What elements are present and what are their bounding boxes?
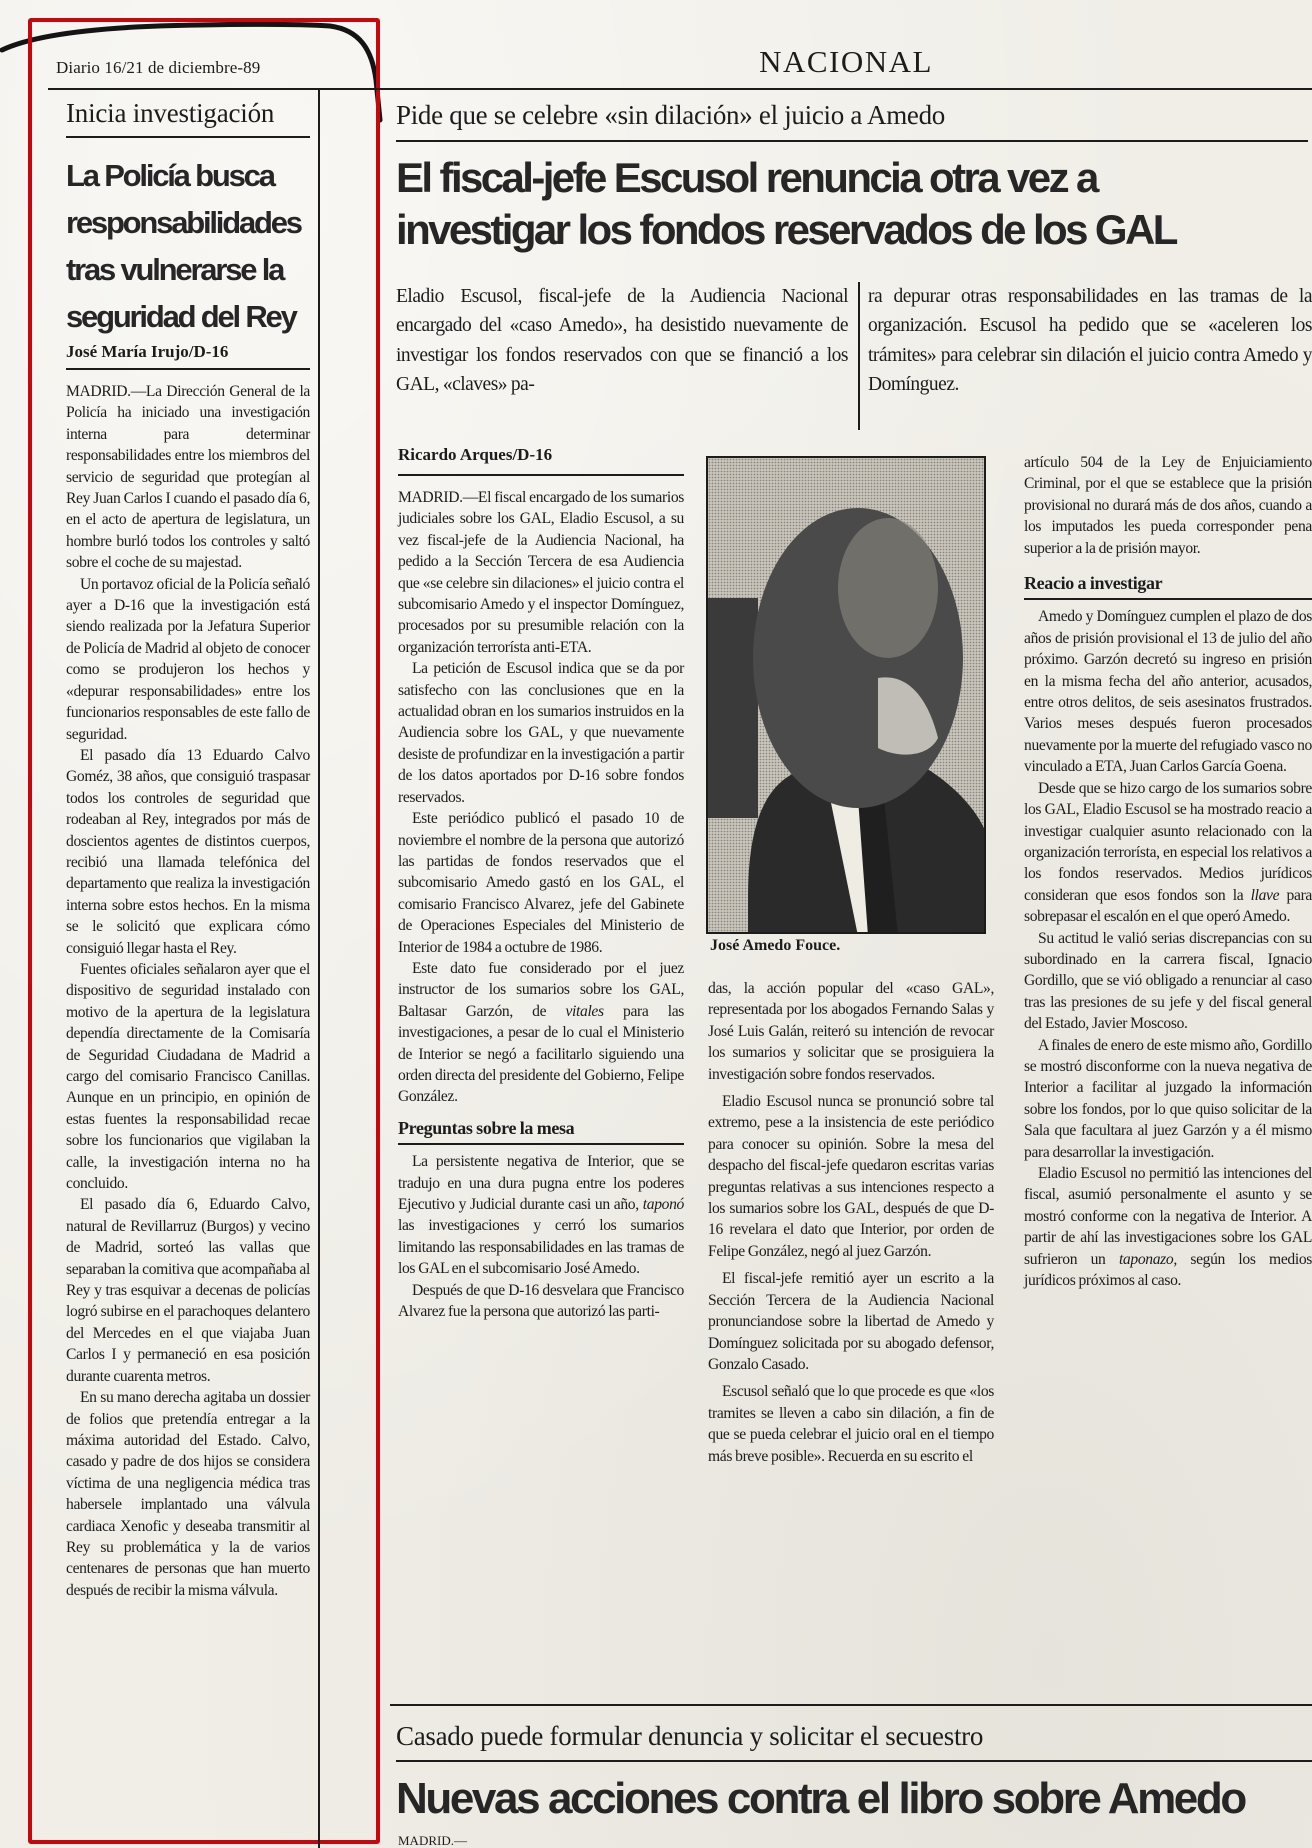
paragraph: El fiscal-jefe remitió ayer un escrito a la Sección Tercera de la Audiencia Nacional pronunciandose sobre la libertad de Amedo y Domínguez solicitada por su abogado defensor, Gonzalo Casado. bbox=[708, 1270, 994, 1373]
left-headline-line: tras vulnerarse la bbox=[66, 252, 284, 287]
text-run: las investigaciones y cerró los sumarios limitando las responsabilidades en las tramas de los GAL en el subcomisario José Amedo. bbox=[398, 1217, 684, 1278]
paragraph: A finales de enero de este mismo año, Gordillo se mostró disconforme con la nueva negativa de Interior a facilitar al juzgado la información sobre los fondos, por lo que quiso solicitar de la Sala que facultara al juez Garzón y a él mismo para desarrollar la investigación. bbox=[1024, 1036, 1312, 1161]
paragraph bbox=[1024, 1163, 1312, 1291]
left-article-body bbox=[66, 381, 310, 1601]
main-headline-line: El fiscal-jefe Escusol renuncia otra vez a bbox=[396, 154, 1097, 201]
left-headline-line: responsabilidades bbox=[66, 205, 301, 240]
paragraph: MADRID.—El fiscal encargado de los sumarios judiciales sobre los GAL, Eladio Escusol, a su vez fiscal-jefe de la Audiencia Nacional, ha pedido a la Sección Tercera de esa Audiencia que «se celebre sin dilaciones» el juicio contra el subcomisario Amedo y el inspector Domínguez, procesados por su presumible relación con la organización terrorísta anti-ETA. bbox=[398, 489, 684, 656]
paragraph: Escusol señaló que lo que procede es que «los tramites se lleven a cabo sin dilación, a fin de que se pueda celebrar el juicio oral en el tiempo más breve posible». Recuerda en su escrito el bbox=[708, 1383, 994, 1465]
paragraph: La petición de Escusol indica que se da por satisfecho con las conclusiones que en la actualidad obran en los sumarios instruidos en la Audiencia sobre los GAL, y que nuevamente desiste de profundizar en la investigación a partir de los datos aportados por D-16 sobre fondos reservados. bbox=[398, 660, 684, 806]
header-rule bbox=[48, 88, 1312, 90]
text-run: Desde que se hizo cargo de los sumarios sobre los GAL, Eladio Escusol se ha mostrado reacio a investigar cualquier asunto relacionado con la organización terrorísta, en especial los relativos a los fondos reservados. Medios jurídicos consideran que esos fondos son la bbox=[1024, 779, 1312, 904]
main-byline-rule bbox=[398, 474, 684, 476]
lead-right: ra depurar otras responsabilidades en las tramas de la organización. Escusol ha pedido que se «aceleren los trámites» para celebrar sin dilación el juicio contra Amedo y Domínguez. bbox=[868, 286, 1312, 396]
bottom-headline: Nuevas acciones contra el libro sobre Amedo bbox=[396, 1774, 1245, 1823]
paragraph: das, la acción popular del «caso GAL», representada por los abogados Fernando Salas y José Luis Galán, reiteró su intención de revocar los sumarios y solicitar que se prosiguiera la investigación sobre fondos reservados. bbox=[708, 980, 994, 1083]
paragraph: Eladio Escusol nunca se pronunció sobre tal extremo, pese a la insistencia de este periódico para conocer su opinión. Sobre la mesa del despacho del fiscal-jefe quedaron escritas varias preguntas relativas a sus intenciones respecto a los sumarios sobre los GAL, después de que D-16 revelara el dato que Interior, por orden de Felipe González, negó al juez Garzón. bbox=[708, 1093, 994, 1260]
text-run: Eladio Escusol no permitió las intenciones del fiscal, asumió personalmente el asunto y se mostró conforme con la negativa de Interior. A partir de ahí las investigaciones sobre los GAL sufrieron un bbox=[1024, 1165, 1312, 1268]
bottom-kicker-rule bbox=[396, 1760, 1312, 1762]
text-run: La persistente negativa de Interior, que se tradujo en una dura pugna entre los poderes Ejecutivo y Judicial durante casi un año, bbox=[398, 1153, 684, 1213]
main-col1 bbox=[398, 487, 684, 1322]
italic-run: vitales bbox=[565, 1002, 604, 1020]
paragraph bbox=[398, 958, 684, 1108]
text-run: Este dato fue considerado por el juez instructor de los sumarios sobre los GAL, Baltasar Garzón, de bbox=[398, 959, 684, 1020]
subhead-reacio: Reacio a investigar bbox=[1024, 573, 1312, 600]
left-kicker: Inicia investigación bbox=[66, 98, 275, 128]
main-col3 bbox=[1024, 452, 1312, 1291]
paragraph: Después de que D-16 desvelara que Francisco Alvarez fue la persona que autorizó las parti- bbox=[398, 1281, 684, 1321]
paragraph: Un portavoz oficial de la Policía señaló ayer a D-16 que la investigación está siendo realizada por la Jefatura Superior de Policía de Madrid al objeto de conocer como se produjeron los hechos y «depurar responsabilidades» entre los funcionarios responsables de este fallo de seguridad. bbox=[66, 575, 310, 743]
paragraph bbox=[398, 1151, 684, 1279]
left-headline-line: La Policía busca bbox=[66, 158, 274, 193]
column-divider bbox=[318, 88, 320, 1848]
left-headline bbox=[66, 152, 316, 340]
paragraph: Su actitud le valió serias discrepancias con su subordinado en la carrera fiscal, Ignacio Gordillo, que se vió obligado a renunciar al caso tras las presiones de su jefe y del fiscal general del Estado, Javier Moscoso. bbox=[1024, 929, 1312, 1033]
italic-run: llave bbox=[1250, 886, 1280, 904]
paragraph: En su mano derecha agitaba un dossier de folios que pretendía entregar a la máxima autoridad del Estado. Calvo, casado y padre de dos hijos se considera víctima de una negligencia médica tras habersele implantado una válvula cardiaca Xenofic y deseaba transmitir al Rey su problemática y la de varios centenares de personas que han muerto después de recibir la misma válvula. bbox=[66, 1389, 310, 1599]
italic-run: taponazo, bbox=[1118, 1250, 1177, 1268]
main-col2 bbox=[708, 978, 994, 1467]
lead-divider bbox=[858, 282, 860, 430]
paragraph: El pasado día 13 Eduardo Calvo Goméz, 38 años, que consiguió traspasar todos los controles de seguridad que rodeaban al Rey, integrados por más de doscientos agentes de distintos cuerpos, recibió una llamada telefónica del departamento que realiza la investigación interna sobre estos hechos. En la misma se le solicitó que explicara cómo consiguió llegar hasta el Rey. bbox=[66, 746, 310, 957]
dateline: Diario 16/21 de diciembre-89 bbox=[56, 58, 261, 77]
paragraph: artículo 504 de la Ley de Enjuiciamiento Criminal, por el que se establece que la prisión provisional no durará más de dos años, cuando a los imputados les pueda corresponder pena superior a la de prisión mayor. bbox=[1024, 454, 1312, 557]
text-run: para las investigaciones, a pesar de lo cual el Ministerio de Interior se negó a facilitarlo siguiendo una orden directa del presidente del Gobierno, Felipe González. bbox=[398, 1002, 684, 1106]
subhead-preguntas: Preguntas sobre la mesa bbox=[398, 1118, 684, 1145]
lead-left: Eladio Escusol, fiscal-jefe de la Audiencia Nacional encargado del «caso Amedo», ha desistido nuevamente de investigar los fondos reservados con que se financió a los GAL, «claves» pa- bbox=[396, 286, 848, 396]
bottom-kicker: Casado puede formular denuncia y solicitar el secuestro bbox=[396, 1721, 984, 1751]
text-run: según los medios jurídicos próximos al caso. bbox=[1024, 1250, 1312, 1290]
portrait-image bbox=[708, 458, 986, 934]
paragraph: Amedo y Domínguez cumplen el plazo de dos años de prisión provisional el 13 de julio del año próximo. Garzón decretó su ingreso en prisión en la misma fecha del año anterior, acusados, entre otros delitos, de seis asesinatos frustrados. Varios meses después fueron procesados nuevamente por la muerte del refugiado vasco no vinculado a ETA, Juan Carlos García Goena. bbox=[1024, 608, 1312, 776]
bottom-top-rule bbox=[390, 1704, 1312, 1706]
photo-caption: José Amedo Fouce. bbox=[710, 937, 841, 954]
left-article-kicker bbox=[66, 96, 310, 130]
paragraph: MADRID.—La Dirección General de la Policía ha iniciado una investigación interna para determinar responsabilidades entre los miembros del servicio de seguridad que protegían al Rey Juan Carlos I cuando el pasado día 6, en el acto de apertura de legislatura, un hombre burló todos los controles y saltó sobre el coche de su majestad. bbox=[66, 383, 310, 572]
paragraph bbox=[1024, 778, 1312, 928]
paragraph: Este periódico publicó el pasado 10 de noviembre el nombre de la persona que autorizó las partidas de fondos reservados que el subcomisario Amedo gastó en los GAL, el comisario Francisco Alvarez, jefe del Gabinete de Operaciones Especiales del Ministerio de Interior de 1984 a octubre de 1986. bbox=[398, 810, 684, 956]
portrait-photo bbox=[706, 456, 986, 934]
main-headline-line: investigar los fondos reservados de los GAL bbox=[396, 206, 1176, 253]
main-kicker-rule bbox=[396, 140, 1308, 142]
italic-run: taponó bbox=[642, 1196, 684, 1213]
left-byline: José María Irujo/D-16 bbox=[66, 342, 229, 361]
main-headline bbox=[396, 152, 1312, 256]
left-byline-rule bbox=[66, 368, 310, 370]
paragraph: El pasado día 6, Eduardo Calvo, natural de Revillarruz (Burgos) y vecino de Madrid, sorteó las vallas que separaban la comitiva que acompañaba al Rey y tras esquivar a decenas de policías logró subirse en el parachoques delantero del Mercedes en el que viajaba Juan Carlos I y permaneció en esa posición durante cuarenta metros. bbox=[66, 1196, 310, 1385]
text-run: para sobrepasar el escalón en el que operó Amedo. bbox=[1024, 886, 1312, 926]
left-headline-line: seguridad del Rey bbox=[66, 299, 296, 334]
left-kicker-rule bbox=[66, 136, 310, 138]
paragraph: Fuentes oficiales señalaron ayer que el dispositivo de seguridad instalado con motivo de la apertura de la legislatura dependía directamente de la Comisaría de Seguridad Ciudadana de Madrid a cargo del comisario Francisco Canillas. Aunque en un principio, en opinión de estas fuentes la responsabilidad recae sobre los funcionarios que vigilaban la calle, la investigación interna no ha concluido. bbox=[66, 960, 310, 1193]
section-title: NACIONAL bbox=[759, 44, 933, 79]
main-kicker: Pide que se celebre «sin dilación» el juicio a Amedo bbox=[396, 100, 945, 130]
main-byline: Ricardo Arques/D-16 bbox=[398, 445, 553, 464]
bottom-body-start: MADRID.— bbox=[398, 1833, 467, 1848]
